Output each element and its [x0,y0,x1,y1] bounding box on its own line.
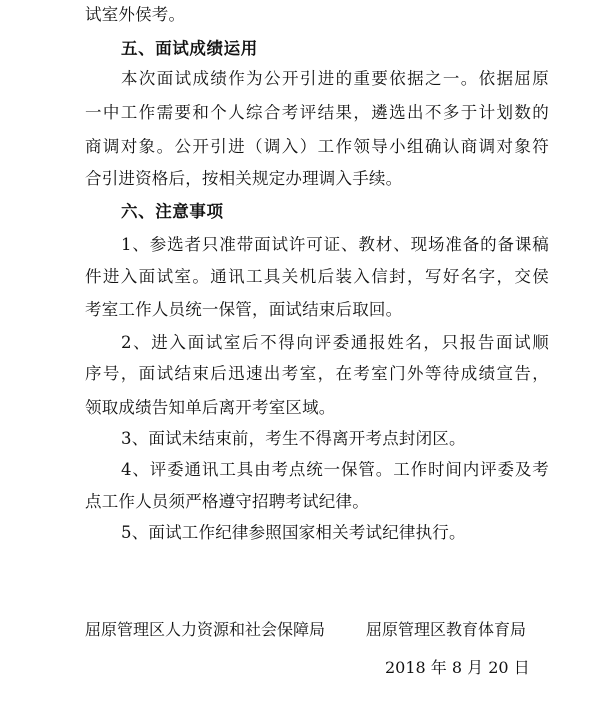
signature-date: 2018 年 8 月 20 日 [385,658,530,677]
section-5-line-3: 商调对象。公开引进（调入）工作领导小组确认商调对象符 [85,137,549,156]
section-6-heading: 六、注意事项 [121,202,224,221]
notice-4-line-2: 点工作人员须严格遵守招聘考试纪律。 [85,492,369,511]
notice-1-line-2: 件进入面试室。通讯工具关机后装入信封，写好名字，交侯 [85,267,549,286]
signature-org-education: 屈原管理区教育体育局 [366,620,527,639]
section-5-line-1: 本次面试成绩作为公开引进的重要依据之一。依据屈原 [121,69,549,88]
notice-5-line-1: 5、面试工作纪律参照国家相关考试纪律执行。 [121,523,466,542]
notice-2-line-1: 2、进入面试室后不得向评委通报姓名，只报告面试顺 [121,333,549,352]
intro-tail-line: 试室外侯考。 [85,5,186,24]
notice-1-line-3: 考室工作人员统一保管，面试结束后取回。 [85,300,403,319]
section-5-heading: 五、面试成绩运用 [121,39,258,58]
notice-3-line-1: 3、面试未结束前，考生不得离开考点封闭区。 [121,429,466,448]
notice-2-line-3: 领取成绩告知单后离开考室区域。 [85,398,336,417]
section-5-line-2: 一中工作需要和个人综合考评结果，遴选出不多于计划数的 [85,103,549,122]
section-5-line-4: 合引进资格后，按相关规定办理调入手续。 [85,169,403,188]
signature-org-hr: 屈原管理区人力资源和社会保障局 [85,620,326,639]
notice-2-line-2: 序号，面试结束后迅速出考室，在考室门外等待成绩宣告， [85,364,549,383]
notice-4-line-1: 4、评委通讯工具由考点统一保管。工作时间内评委及考 [121,460,549,479]
notice-1-line-1: 1、参选者只准带面试许可证、教材、现场准备的备课稿 [121,235,549,254]
